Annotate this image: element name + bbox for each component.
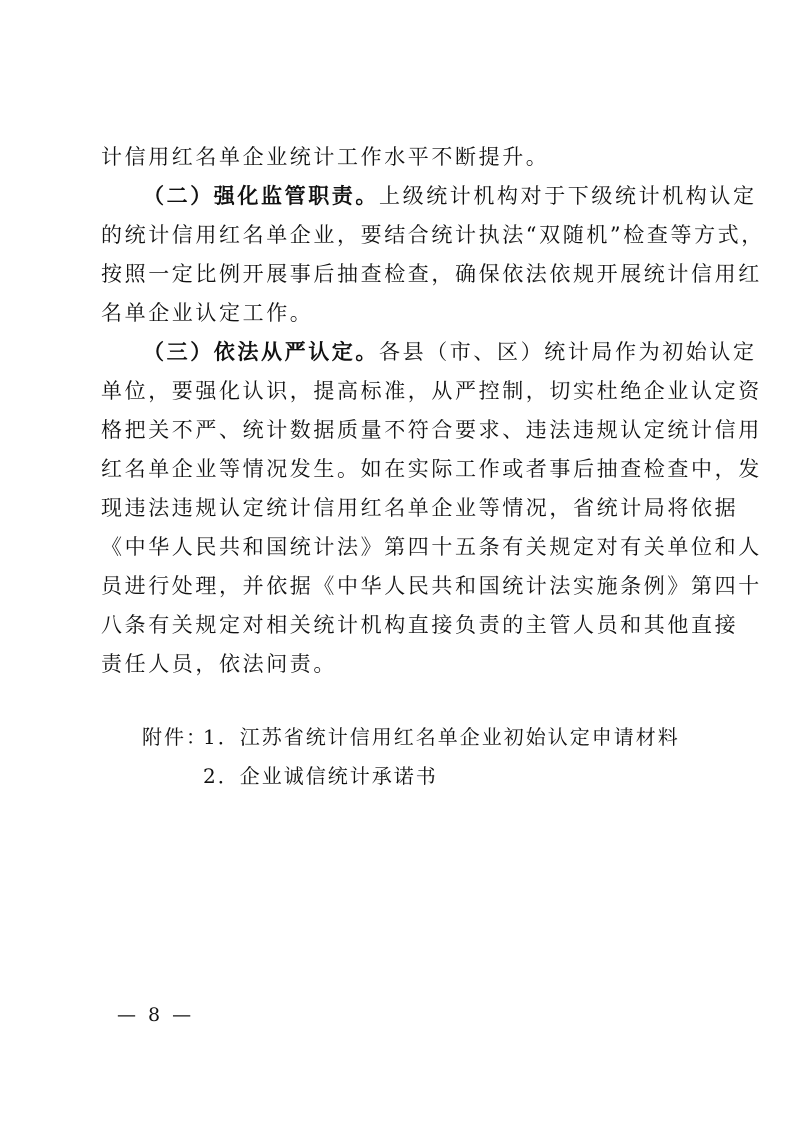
paragraph-line: 格把关不严、统计数据质量不符合要求、违法违规认定统计信用 <box>101 418 762 442</box>
section-2-first-line <box>143 182 757 210</box>
paragraph-line: 的统计信用红名单企业，要结合统计执法“双随机”检查等方式， <box>101 223 765 247</box>
paragraph-line: 计信用红名单企业统计工作水平不断提升。 <box>101 145 550 169</box>
paragraph-line: 红名单企业等情况发生。如在实际工作或者事后抽查检查中，发 <box>101 457 762 481</box>
paragraph-line: 八条有关规定对相关统计机构直接负责的主管人员和其他直接 <box>101 613 739 637</box>
section-3-first-line <box>143 338 757 366</box>
paragraph-line: 责任人员，依法问责。 <box>101 652 337 676</box>
section-2-text: 上级统计机构对于下级统计机构认定 <box>379 184 757 208</box>
page-number: — 8 — <box>117 1004 195 1026</box>
section-2-heading: （二）强化监管职责。 <box>143 183 379 208</box>
attachments-label: 附件： <box>142 725 208 749</box>
paragraph-line: 现违法违规认定统计信用红名单企业等情况，省统计局将依据 <box>101 496 739 520</box>
paragraph-line: 员进行处理，并依据《中华人民共和国统计法实施条例》第四十 <box>101 574 762 598</box>
paragraph-line: 按照一定比例开展事后抽查检查，确保依法依规开展统计信用红 <box>101 262 762 286</box>
paragraph-line: 单位，要强化认识，提高标准，从严控制，切实杜绝企业认定资 <box>101 379 762 403</box>
section-3-text: 各县（市、区）统计局作为初始认定 <box>379 340 757 364</box>
attachment-item-1: 1．江苏省统计信用红名单企业初始认定申请材料 <box>203 725 680 749</box>
paragraph-line: 《中华人民共和国统计法》第四十五条有关规定对有关单位和人 <box>101 535 762 559</box>
section-3-heading: （三）依法从严认定。 <box>143 339 379 364</box>
paragraph-line: 名单企业认定工作。 <box>101 301 314 325</box>
attachment-item-2: 2．企业诚信统计承诺书 <box>203 764 438 788</box>
